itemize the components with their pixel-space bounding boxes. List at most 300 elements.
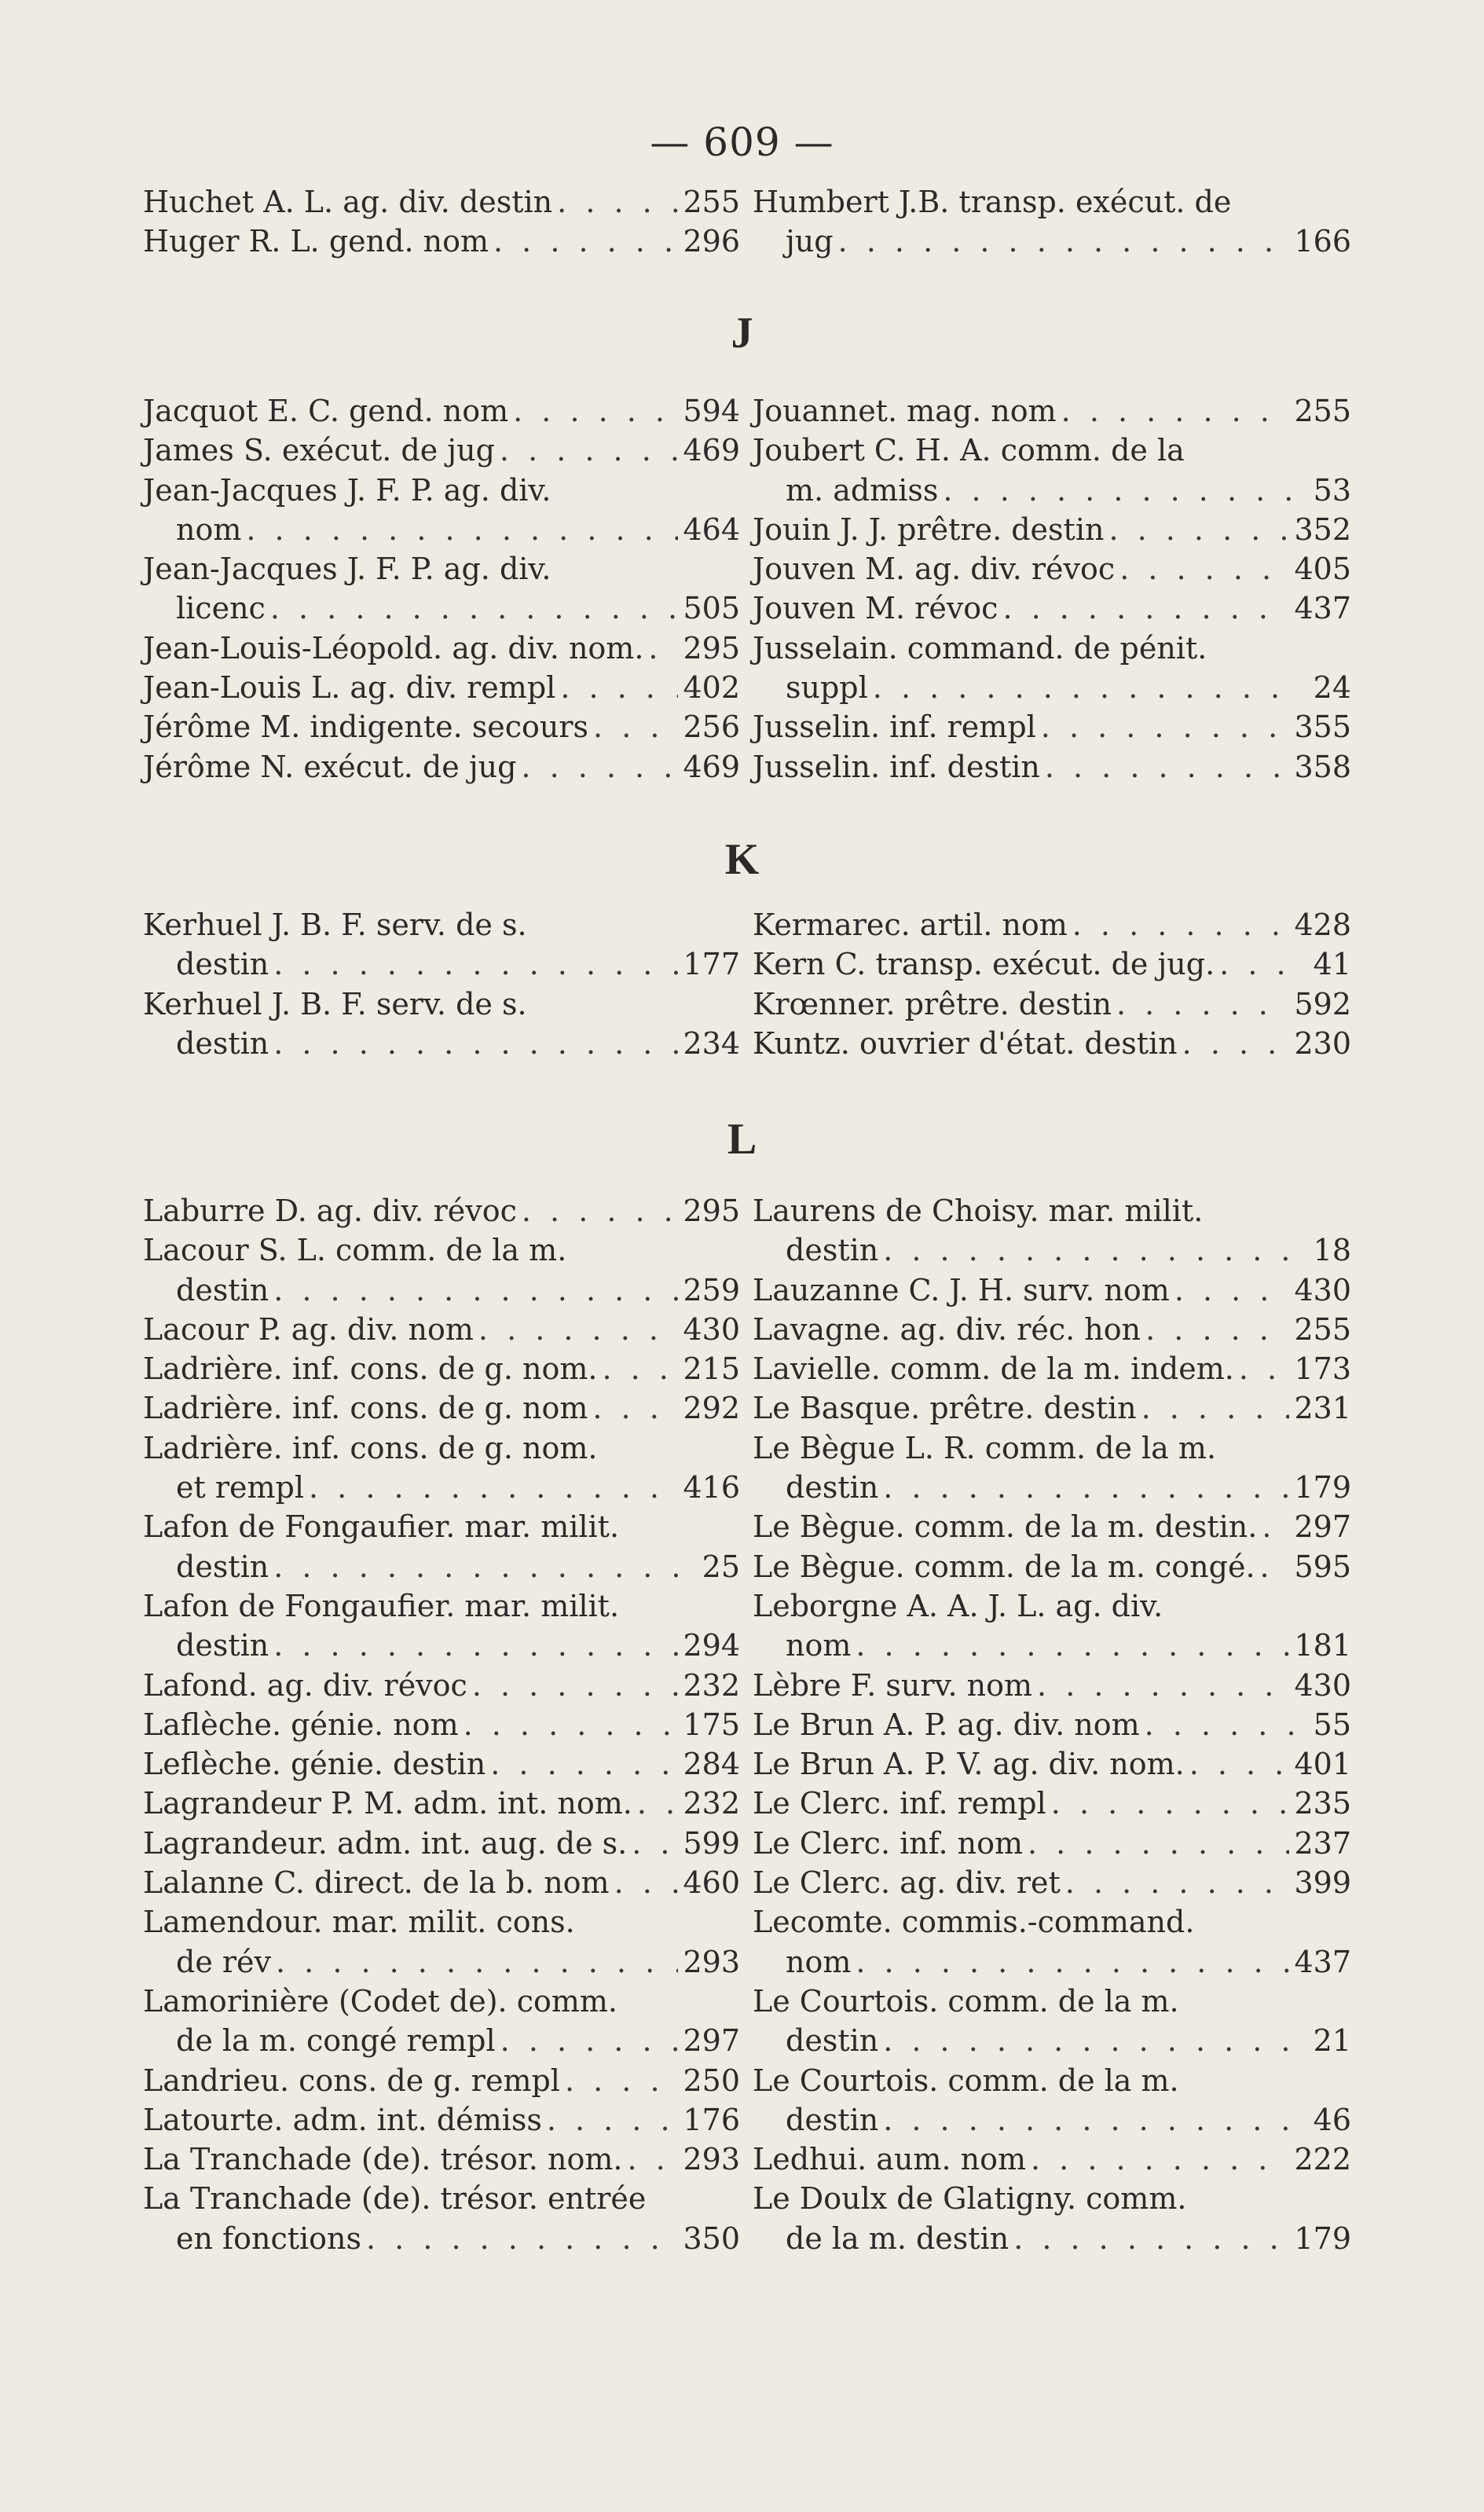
entry-line (753, 391, 1351, 431)
entry-text: m. admiss (786, 472, 939, 508)
entry-line (143, 944, 740, 984)
entry-line (143, 549, 740, 589)
entry-line (143, 1586, 740, 1626)
index-entry (143, 2061, 740, 2100)
page-reference: 255 (1294, 1311, 1351, 1347)
entry-text: destin (786, 1470, 879, 1505)
entry-text: Jusselin. inf. destin (753, 749, 1040, 784)
entry-text: en fonctions (176, 2220, 362, 2256)
page-reference: 179 (1294, 2220, 1351, 2256)
leader-dots (1262, 1507, 1289, 1546)
leader-dots (1145, 1705, 1298, 1744)
leader-dots (246, 510, 678, 549)
page-reference: 460 (683, 1865, 740, 1901)
entry-text: Lavielle. comm. de la m. indem. (753, 1351, 1234, 1387)
page-reference: 175 (683, 1707, 740, 1742)
leader-dots (637, 1784, 679, 1823)
entry-text: Ledhui. aum. nom (753, 2142, 1027, 2177)
index-column-left (143, 1191, 740, 2258)
entry-text: licenc (176, 591, 266, 626)
entry-text: Le Doulx de Glatigny. comm. (753, 2181, 1187, 2217)
section-letter: K (724, 835, 760, 884)
entry-text: Jouin J. J. prêtre. destin (753, 512, 1105, 547)
index-entry (143, 1310, 740, 1349)
entry-line (753, 1744, 1351, 1784)
entry-text: Le Clerc. inf. rempl (753, 1786, 1046, 1821)
entry-text: Jean-Jacques J. F. P. ag. div. (143, 552, 551, 587)
leader-dots (1028, 1824, 1289, 1863)
entry-line (143, 1349, 740, 1388)
entry-line (143, 1666, 740, 1705)
leader-dots (366, 2219, 678, 2258)
entry-text: Lamendour. mar. milit. cons. (143, 1905, 575, 1940)
page-reference: 405 (1294, 552, 1351, 587)
entry-text: Laburre D. ag. div. révoc (143, 1194, 517, 1228)
index-entry (753, 549, 1351, 589)
index-entry (753, 2061, 1351, 2140)
leader-dots (1002, 589, 1289, 628)
page-reference: 259 (683, 1272, 740, 1307)
entry-line (143, 1824, 740, 1863)
entry-text: Leborgne A. A. J. L. ag. div. (753, 1588, 1163, 1623)
page-reference: 255 (683, 185, 740, 219)
entry-text: La Tranchade (de). trésor. nom. (143, 2142, 623, 2177)
leader-dots (1182, 1024, 1290, 1063)
leader-dots (883, 2021, 1298, 2060)
entry-text: Huchet A. L. ag. div. destin (143, 185, 553, 219)
page-reference: 430 (683, 1311, 740, 1347)
index-entry (143, 1863, 740, 1902)
page-reference: 402 (683, 670, 740, 706)
entry-line (753, 1942, 1351, 1982)
entry-line (753, 222, 1351, 261)
leader-dots (273, 1547, 687, 1586)
entry-text: jug (786, 224, 834, 259)
page-reference: 18 (1313, 1233, 1351, 1268)
index-entry (143, 2100, 740, 2140)
entry-line (753, 1468, 1351, 1507)
page-reference: 437 (1294, 591, 1351, 626)
page-reference: 176 (683, 2102, 740, 2137)
entry-line (143, 1547, 740, 1586)
page-reference: 401 (1294, 1747, 1351, 1782)
page-reference: 430 (1294, 1667, 1351, 1703)
entry-text: destin (176, 1549, 269, 1584)
leader-dots (1141, 1388, 1290, 1428)
leader-dots (547, 2100, 679, 2140)
leader-dots (565, 2061, 679, 2100)
leader-dots (273, 1024, 678, 1063)
index-entry (143, 1191, 740, 1230)
index-entry (753, 1024, 1351, 1063)
entry-text: Lafon de Fongaufier. mar. milit. (143, 1509, 620, 1545)
index-entry (753, 1586, 1351, 1666)
page-reference: 166 (1294, 224, 1351, 259)
page-reference: 592 (1294, 986, 1351, 1021)
entry-text: Jusselin. inf. rempl (753, 710, 1036, 745)
entry-text: Lavagne. ag. div. réc. hon (753, 1311, 1141, 1347)
entry-line (753, 1349, 1351, 1388)
page-reference: 437 (1294, 1944, 1351, 1979)
index-entry (143, 182, 740, 222)
index-column-right (753, 182, 1351, 262)
leader-dots (1260, 1547, 1290, 1586)
index-entry (143, 471, 740, 550)
leader-dots (1189, 1744, 1290, 1784)
index-column-right (753, 1191, 1351, 2258)
page-reference: 234 (683, 1025, 740, 1061)
leader-dots (943, 471, 1298, 510)
entry-line (753, 1388, 1351, 1428)
leader-dots (838, 222, 1290, 261)
entry-text: Lauzanne C. J. H. surv. nom (753, 1272, 1170, 1307)
leader-dots (276, 1942, 678, 1982)
index-entry (143, 1666, 740, 1705)
entry-text: Le Clerc. ag. div. ret (753, 1865, 1061, 1901)
index-entry (143, 2140, 740, 2179)
page-reference: 255 (1294, 394, 1351, 428)
entry-line (143, 1230, 740, 1270)
entry-line (753, 589, 1351, 628)
entry-line (753, 2140, 1351, 2179)
entry-text: Jean-Jacques J. F. P. ag. div. (143, 472, 551, 508)
page-reference: 284 (683, 1747, 740, 1782)
index-column-left (143, 182, 740, 262)
page-reference: 41 (1313, 947, 1351, 982)
page-reference: 355 (1294, 710, 1351, 745)
entry-line (143, 1024, 740, 1063)
entry-text: Latourte. adm. int. démiss (143, 2102, 542, 2137)
page-reference: 428 (1294, 908, 1351, 942)
index-entry (143, 1744, 740, 1784)
entry-line (143, 1388, 740, 1428)
entry-text: Ladrière. inf. cons. de g. nom. (143, 1430, 598, 1465)
page-reference: 297 (683, 2023, 740, 2059)
page-reference: 297 (1294, 1509, 1351, 1545)
entry-text: Laflèche. génie. nom (143, 1707, 459, 1742)
page-reference: 416 (683, 1470, 740, 1505)
leader-dots (1013, 2219, 1289, 2258)
entry-line (143, 1310, 740, 1349)
entry-text: Joubert C. H. A. comm. de la (753, 433, 1185, 468)
leader-dots (1116, 985, 1289, 1024)
entry-text: nom (786, 1944, 852, 1979)
entry-line (143, 747, 740, 787)
page-reference: 235 (1294, 1786, 1351, 1821)
leader-dots (522, 1191, 679, 1230)
index-column-right (753, 905, 1351, 1063)
entry-line (753, 2179, 1351, 2218)
page-reference: 430 (1294, 1272, 1351, 1307)
page-reference: 469 (683, 433, 740, 468)
page-reference: 181 (1294, 1628, 1351, 1663)
entry-line (753, 1824, 1351, 1863)
leader-dots (478, 1310, 679, 1349)
leader-dots (464, 1705, 679, 1744)
entry-line (143, 1982, 740, 2021)
entry-line (753, 1705, 1351, 1744)
entry-line (753, 747, 1351, 787)
page-reference: 256 (683, 710, 740, 745)
entry-text: Jérôme N. exécut. de jug (143, 749, 517, 784)
index-entry (753, 2140, 1351, 2179)
leader-dots (557, 182, 678, 222)
index-entry (753, 707, 1351, 746)
leader-dots (1072, 905, 1290, 944)
entry-line (143, 707, 740, 746)
leader-dots (273, 1271, 678, 1310)
index-entry (143, 668, 740, 707)
leader-dots (1219, 944, 1298, 984)
leader-dots (632, 1824, 678, 1863)
page-reference: 352 (1294, 512, 1351, 547)
index-entry (143, 391, 740, 431)
index-entry (143, 1902, 740, 1982)
entry-text: de la m. congé rempl (176, 2023, 496, 2059)
index-entry (753, 510, 1351, 549)
entry-line (143, 2140, 740, 2179)
page-reference: 296 (683, 224, 740, 259)
page-reference: 230 (1294, 1025, 1351, 1061)
index-entry (753, 985, 1351, 1024)
entry-line (143, 391, 740, 431)
entry-line (753, 549, 1351, 589)
entry-line (753, 1586, 1351, 1626)
entry-text: destin (786, 1233, 879, 1268)
index-entry (753, 1428, 1351, 1508)
entry-text: Lèbre F. surv. nom (753, 1667, 1033, 1703)
entry-line (753, 2100, 1351, 2140)
index-entry (143, 1705, 740, 1744)
entry-line (753, 1310, 1351, 1349)
index-entry (753, 1902, 1351, 1982)
entry-line (753, 1626, 1351, 1665)
leader-dots (1119, 549, 1289, 589)
entry-text: Landrieu. cons. de g. rempl (143, 2063, 560, 2098)
entry-line (143, 2021, 740, 2060)
entry-text: Lalanne C. direct. de la b. nom (143, 1865, 610, 1901)
index-entry (143, 1428, 740, 1508)
entry-line (143, 510, 740, 549)
entry-line (143, 431, 740, 470)
leader-dots (883, 1468, 1289, 1507)
index-entry (143, 1388, 740, 1428)
entry-line (753, 905, 1351, 944)
entry-text: Le Courtois. comm. de la m. (753, 2063, 1179, 2098)
leader-dots (1174, 1271, 1290, 1310)
index-entry (753, 391, 1351, 431)
index-entry (753, 1271, 1351, 1310)
index-entry (143, 747, 740, 787)
entry-line (753, 1507, 1351, 1546)
entry-line (753, 1191, 1351, 1230)
entry-text: Le Clerc. inf. nom (753, 1825, 1024, 1861)
page-reference: 25 (702, 1549, 740, 1584)
leader-dots (521, 747, 678, 787)
entry-text: Jouannet. mag. nom (753, 394, 1057, 428)
index-entry (143, 1230, 740, 1310)
entry-text: Le Courtois. comm. de la m. (753, 1983, 1179, 2019)
index-entry (753, 1349, 1351, 1388)
index-entry (143, 707, 740, 746)
entry-text: Lafond. ag. div. révoc (143, 1667, 467, 1703)
index-entry (753, 905, 1351, 944)
entry-line (143, 2179, 740, 2218)
entry-line (753, 668, 1351, 707)
leader-dots (500, 431, 679, 470)
entry-line (143, 1428, 740, 1468)
page-number: — 609 — (650, 119, 834, 165)
entry-text: Laurens de Choisy. mar. milit. (753, 1194, 1204, 1228)
entry-text: Le Bègue L. R. comm. de la m. (753, 1430, 1217, 1465)
entry-text: Le Brun A. P. V. ag. div. nom. (753, 1747, 1185, 1782)
index-entry (143, 629, 740, 668)
entry-text: Le Basque. prêtre. destin (753, 1391, 1137, 1426)
leader-dots (883, 1230, 1298, 1270)
entry-text: La Tranchade (de). trésor. entrée (143, 2181, 647, 2217)
entry-line (143, 668, 740, 707)
entry-line (143, 1863, 740, 1902)
leader-dots (270, 589, 679, 628)
page-reference: 293 (683, 1944, 740, 1979)
leader-dots (873, 668, 1298, 707)
leader-dots (592, 1388, 678, 1428)
entry-text: Lacour P. ag. div. nom (143, 1311, 474, 1347)
entry-line (753, 985, 1351, 1024)
index-entry (753, 1388, 1351, 1428)
entry-line (143, 2219, 740, 2258)
page-reference: 177 (683, 947, 740, 982)
page-reference: 232 (683, 1667, 740, 1703)
entry-text: nom (786, 1628, 852, 1663)
entry-text: et rempl (176, 1470, 305, 1505)
page-reference: 469 (683, 749, 740, 784)
entry-line (143, 1271, 740, 1310)
page-reference: 231 (1294, 1391, 1351, 1426)
index-entry (143, 985, 740, 1064)
entry-text: Lagrandeur P. M. adm. int. nom. (143, 1786, 632, 1821)
entry-text: Lecomte. commis.-command. (753, 1905, 1195, 1940)
page-reference: 53 (1313, 472, 1351, 508)
index-entry (753, 629, 1351, 708)
index-entry (753, 944, 1351, 984)
page-reference: 594 (683, 394, 740, 428)
index-entry (753, 1744, 1351, 1784)
entry-line (143, 2061, 740, 2100)
leader-dots (513, 391, 678, 431)
leader-dots (1045, 747, 1290, 787)
entry-line (753, 1863, 1351, 1902)
index-entry (753, 431, 1351, 510)
index-entry (143, 431, 740, 470)
entry-text: Jean-Louis L. ag. div. rempl (143, 670, 556, 706)
entry-line (753, 1784, 1351, 1823)
entry-line (143, 1507, 740, 1546)
leader-dots (1041, 707, 1290, 746)
index-entry (753, 1863, 1351, 1902)
entry-text: Le Bègue. comm. de la m. congé. (753, 1549, 1255, 1584)
entry-line (753, 1982, 1351, 2021)
section-letter: L (727, 1115, 757, 1164)
entry-text: Jouven M. révoc (753, 591, 998, 626)
entry-line (143, 182, 740, 222)
leader-dots (1061, 391, 1290, 431)
entry-line (753, 944, 1351, 984)
page-reference: 292 (683, 1391, 740, 1426)
page-reference: 237 (1294, 1825, 1351, 1861)
index-entry (143, 1784, 740, 1823)
entry-text: destin (176, 1272, 269, 1307)
page-reference: 173 (1294, 1351, 1351, 1387)
entry-line (143, 629, 740, 668)
index-entry (143, 1507, 740, 1586)
page-reference: 46 (1313, 2102, 1351, 2137)
index-entry (753, 1705, 1351, 1744)
index-entry (753, 1824, 1351, 1863)
entry-line (143, 1942, 740, 1982)
page-reference: 222 (1294, 2142, 1351, 2177)
leader-dots (560, 668, 678, 707)
entry-text: Krœnner. prêtre. destin (753, 986, 1112, 1021)
entry-text: Huger R. L. gend. nom (143, 224, 489, 259)
leader-dots (1051, 1784, 1290, 1823)
entry-text: Jean-Louis-Léopold. ag. div. nom. (143, 630, 644, 666)
index-entry (753, 1982, 1351, 2061)
leader-dots (1145, 1310, 1289, 1349)
entry-line (143, 905, 740, 944)
page-reference: 599 (683, 1825, 740, 1861)
entry-text: suppl (786, 670, 868, 706)
leader-dots (273, 944, 678, 984)
leader-dots (856, 1626, 1289, 1665)
page-reference: 232 (683, 1786, 740, 1821)
entry-line (753, 1271, 1351, 1310)
entry-line (753, 707, 1351, 746)
entry-text: destin (176, 1025, 269, 1061)
entry-line (753, 629, 1351, 668)
leader-dots (856, 1942, 1289, 1982)
leader-dots (593, 707, 678, 746)
index-entry (143, 1349, 740, 1388)
entry-text: Humbert J.B. transp. exécut. de (753, 185, 1232, 219)
entry-text: Kermarec. artil. nom (753, 908, 1068, 942)
leader-dots (493, 222, 678, 261)
entry-line (753, 1666, 1351, 1705)
entry-text: destin (176, 947, 269, 982)
index-entry (753, 182, 1351, 262)
page-reference: 295 (683, 1194, 740, 1228)
entry-text: Lacour S. L. comm. de la m. (143, 1233, 567, 1268)
index-entry (753, 1507, 1351, 1546)
index-entry (753, 1310, 1351, 1349)
index-entry (753, 1666, 1351, 1705)
index-entry (143, 1982, 740, 2061)
index-column-right (753, 391, 1351, 787)
entry-line (753, 1230, 1351, 1270)
page-reference: 294 (683, 1628, 740, 1663)
page-reference: 399 (1294, 1865, 1351, 1901)
index-entry (143, 905, 740, 985)
leader-dots (614, 1863, 679, 1902)
leader-dots (1031, 2140, 1289, 2179)
entry-text: destin (176, 1628, 269, 1663)
page-reference: 595 (1294, 1549, 1351, 1584)
entry-text: de rév (176, 1944, 272, 1979)
entry-line (143, 1784, 740, 1823)
entry-text: Le Brun A. P. ag. div. nom (753, 1707, 1140, 1742)
entry-line (143, 985, 740, 1024)
entry-line (143, 1744, 740, 1784)
